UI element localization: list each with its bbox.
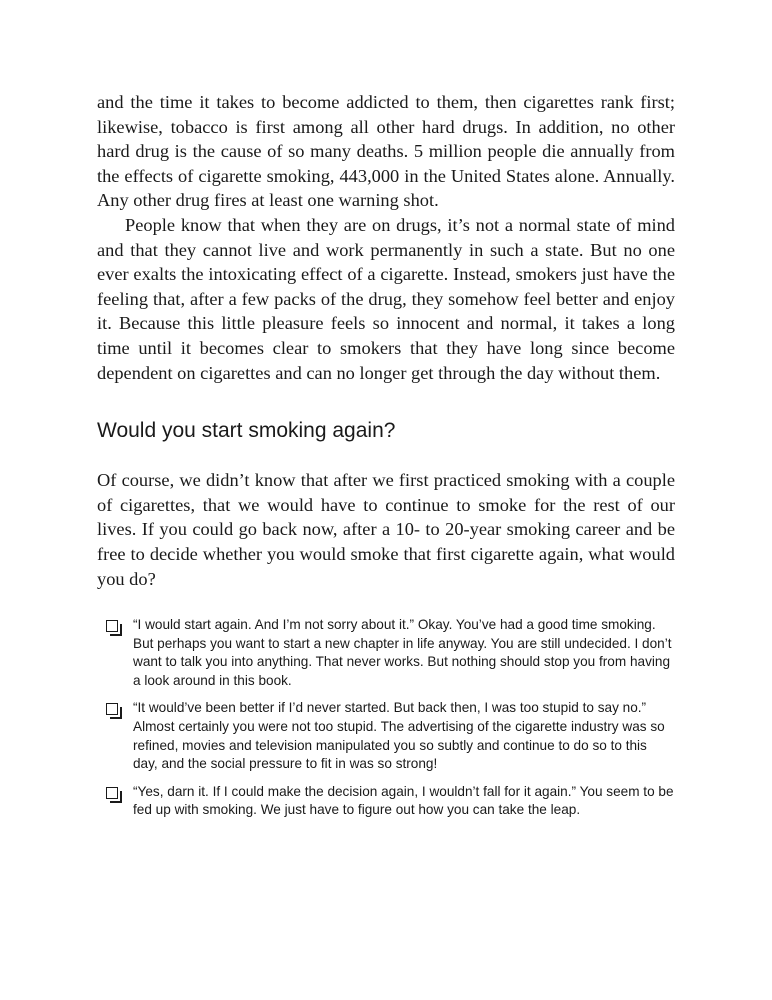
section-heading: Would you start smoking again? — [97, 419, 396, 443]
list-item — [97, 616, 675, 690]
bullet-list — [97, 616, 675, 820]
list-item — [97, 783, 675, 820]
list-item — [97, 699, 675, 773]
checkbox-icon — [106, 787, 118, 799]
section-paragraph: Of course, we didn’t know that after we first practiced smoking with a couple of cigarettes, that we would have to continue to smoke for the rest of our lives. If you could go back now, after a 10- to 20-year smoking career and be free to decide whether you would smoke that first cigarette again, what would you do? — [97, 470, 675, 589]
list-item-text: “I would start again. And I’m not sorry about it.” Okay. You’ve had a good time smoking. But perhaps you want to start a new chapter in life anyway. You are still undecided. I don’t want to talk you into anything. That never works. But nothing should stop you from having a look around in this book. — [133, 617, 672, 688]
checkbox-icon — [106, 620, 118, 632]
body-paragraph: and the time it takes to become addicted to them, then cigarettes rank first; likewise, tobacco is first among all other hard drugs. In addition, no other hard drug is the cause of so many deaths. 5 million people die annually from the effects of cigarette smoking, 443,000 in the United States alone. Annually. Any other drug fires at least one warning shot. — [97, 92, 675, 211]
checkbox-icon — [106, 703, 118, 715]
document-page — [97, 90, 675, 829]
list-item-text: “Yes, darn it. If I could make the decision again, I wouldn’t fall for it again.” You seem to be fed up with smoking. We just have to figure out how you can take the leap. — [133, 783, 674, 818]
body-paragraph: People know that when they are on drugs, it’s not a normal state of mind and that they cannot live and work permanently in such a state. But no one ever exalts the intoxicating effect of a cigarette. Instead, smokers just have the feeling that, after a few packs of the drug, they somehow feel better and enjoy it. Because this little pleasure feels so innocent and normal, it takes a long time until it becomes clear to smokers that they have long since become dependent on cigarettes and can no longer get through the day without them. — [97, 214, 675, 383]
list-item-text: “It would’ve been better if I’d never started. But back then, I was too stupid to say no.” Almost certainly you were not too stupid. The advertising of the cigarette industry was so refined, movies and television manipulated you so subtly and continue to do so to this day, and the social pressure to fit in was so strong! — [133, 700, 665, 772]
